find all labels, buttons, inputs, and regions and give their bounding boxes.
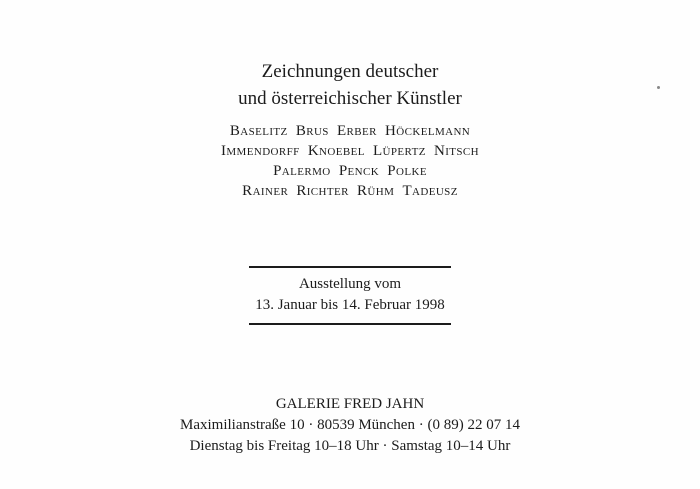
title-line-1: Zeichnungen deutscher [261,61,439,82]
title-block [0,58,700,112]
artist-row-3 [0,161,700,181]
exhibition-text [249,268,451,323]
artist-name: Penck [338,163,380,179]
artist-name: Rainer [242,183,289,199]
title-line-2: und österreichischer Künstler [238,88,462,109]
gallery-hours: Dienstag bis Freitag 10–18 Uhr · Samstag 10–14 Uhr [189,438,511,454]
exhibition-period: 13. Januar bis 14. Februar 1998 [255,297,445,313]
artist-name: Erber [336,123,377,139]
artist-name: Tadeusz [402,183,458,199]
artist-name: Richter [296,183,349,199]
artist-name: Baselitz [229,123,288,139]
artist-name: Rühm [357,183,395,199]
artist-name: Immendorff [220,143,300,159]
artist-name: Nitsch [434,143,480,159]
artist-list [0,121,700,201]
artist-name: Brus [295,123,329,139]
gallery-info [0,394,700,457]
exhibition-dates [249,266,451,325]
artist-name: Knoebel [307,143,365,159]
speck [657,86,660,89]
artist-name: Palermo [273,163,331,179]
gallery-address: Maximilianstraße 10 · 80539 München · (0 89) 22 07 14 [180,417,520,433]
artist-row-4 [0,181,700,201]
artist-name: Lüpertz [372,143,426,159]
artist-row-2 [0,141,700,161]
bottom-rule [249,323,451,325]
artist-row-1 [0,121,700,141]
gallery-name: GALERIE FRED JAHN [275,396,425,412]
artist-name: Höckelmann [385,123,471,139]
exhibition-label: Ausstellung vom [298,276,402,292]
artist-name: Polke [387,163,427,179]
